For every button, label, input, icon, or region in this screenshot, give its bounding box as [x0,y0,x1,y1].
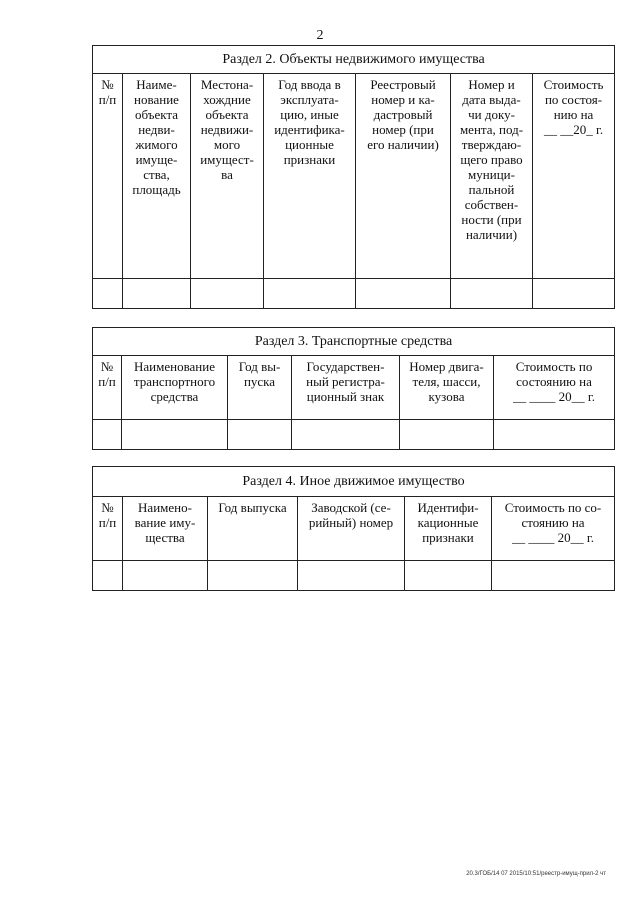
col-vehicle-name-header: Наименование транспортного средства [122,356,228,420]
col-property-name-header: Наимено- вание иму- щества [123,497,208,561]
col-document-header: Номер и дата выда- чи доку- мента, под- тверждаю- щего право муници- пальной собствен- ности (при наличии) [451,74,533,279]
section-3-title: Раздел 3. Транспортные средства [93,328,615,356]
col-cost-header: Стоимость по состоянию на __ ____ 20__ г. [494,356,615,420]
empty-cell [451,279,533,309]
empty-cell [356,279,451,309]
col-location-header: Местона- хождние объекта недвижи- мого имущест- ва [191,74,264,279]
empty-cell [492,561,615,591]
footer-text: 20.3/ГОБ/14 07 2015/10:51/реестр-имущ-прил-2 чт [466,871,606,877]
empty-cell [400,420,494,450]
empty-cell [93,279,123,309]
col-cost-header: Стоимость по со- стоянию на __ ____ 20__ г. [492,497,615,561]
col-object-name-header: Наиме- нование объекта недви- жимого имуще- ства, площадь [123,74,191,279]
col-number-header: № п/п [93,356,122,420]
empty-cell [264,279,356,309]
empty-cell [208,561,298,591]
empty-cell [123,561,208,591]
page-number: 2 [316,28,324,43]
empty-cell [122,420,228,450]
section-3-table [92,327,615,450]
section-2-title: Раздел 2. Объекты недвижимого имущества [93,46,615,74]
empty-cell [123,279,191,309]
empty-cell [298,561,405,591]
empty-cell [191,279,264,309]
col-number-header: № п/п [93,74,123,279]
empty-cell [494,420,615,450]
col-year-header: Год выпуска [208,497,298,561]
col-number-header: № п/п [93,497,123,561]
col-serial-number-header: Заводской (се- рийный) номер [298,497,405,561]
empty-cell [93,420,122,450]
col-year-header: Год ввода в эксплуата- цию, иные идентифика- ционные признаки [264,74,356,279]
empty-cell [292,420,400,450]
col-cost-header: Стоимость по состоя- нию на __ __20_ г. [533,74,615,279]
section-4-table [92,466,615,591]
col-registration-plate-header: Государствен- ный регистра- ционный знак [292,356,400,420]
table-row [93,420,615,450]
empty-cell [533,279,615,309]
empty-cell [405,561,492,591]
col-registry-number-header: Реестровый номер и ка- дастровый номер (при его наличии) [356,74,451,279]
table-row [93,279,615,309]
table-row [93,561,615,591]
section-4-title: Раздел 4. Иное движимое имущество [93,467,615,497]
col-engine-number-header: Номер двига- теля, шасси, кузова [400,356,494,420]
empty-cell [93,561,123,591]
col-year-header: Год вы- пуска [228,356,292,420]
col-identification-header: Идентифи- кационные признаки [405,497,492,561]
empty-cell [228,420,292,450]
section-2-table [92,45,615,309]
